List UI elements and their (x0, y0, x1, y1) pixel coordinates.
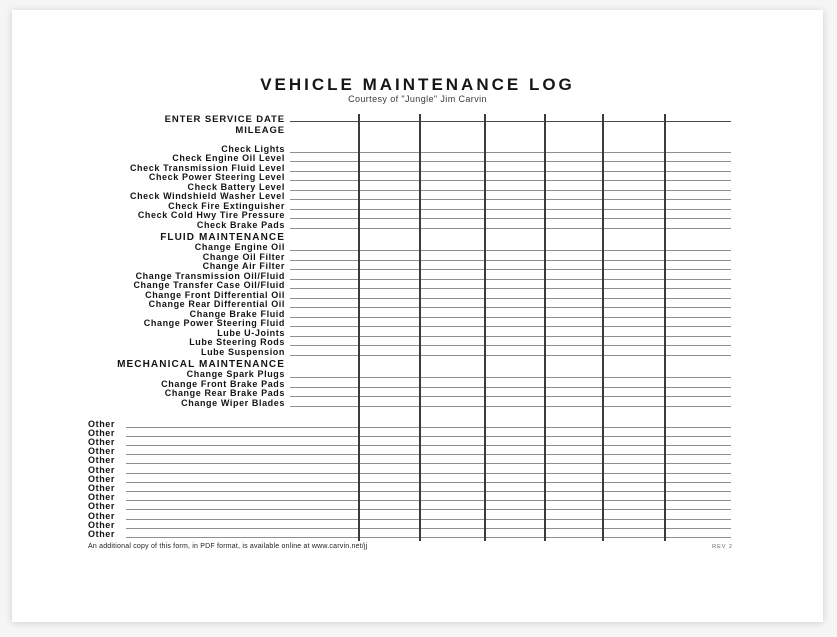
fill-in-line (290, 121, 731, 122)
checklist-item-label: Change Transmission Oil/Fluid (135, 270, 285, 281)
footer-note: An additional copy of this form, in PDF format, is available online at www.carvin.net/jj (88, 543, 368, 550)
fill-in-line (290, 250, 731, 251)
checklist-row (12, 398, 823, 408)
checklist-item-label: Check Power Steering Level (148, 172, 285, 182)
checklist-item-label: Change Oil Filter (202, 251, 285, 262)
section-spacer (12, 408, 823, 420)
other-row (12, 420, 823, 429)
other-label: Other (88, 418, 116, 429)
other-label: Other (88, 483, 116, 493)
checklist-item-label: Lube U-Joints (217, 327, 285, 338)
checklist-row (12, 309, 823, 319)
fill-in-line (290, 161, 731, 162)
fill-in-line (290, 345, 731, 346)
checklist-row (12, 328, 823, 338)
checklist-item-label: Change Brake Fluid (189, 308, 285, 319)
fill-in-line (290, 317, 731, 318)
fill-in-line (290, 190, 731, 191)
fill-in-line (290, 269, 731, 270)
fill-in-line (126, 445, 731, 446)
other-row (12, 511, 823, 520)
fill-in-line (126, 482, 731, 483)
fill-in-line (290, 209, 731, 210)
fill-in-line (126, 519, 731, 520)
fill-in-line (126, 473, 731, 474)
checklist-item-label: Check Windshield Washer Level (129, 191, 285, 201)
page-footer (88, 543, 733, 551)
fill-in-line (126, 528, 731, 529)
fill-in-line (126, 463, 731, 464)
other-row (12, 530, 823, 539)
fill-in-line (290, 396, 731, 397)
other-row (12, 465, 823, 474)
other-row (12, 438, 823, 447)
other-label: Other (88, 492, 116, 503)
checklist-item-label: Check Brake Pads (196, 219, 285, 230)
checklist-row (12, 319, 823, 329)
checklist-item-label: Check Fire Extinguisher (168, 200, 285, 211)
section-spacer (12, 135, 823, 144)
other-label: Other (88, 510, 116, 521)
checklist-row (12, 220, 823, 230)
checklist-row (12, 211, 823, 221)
other-row (12, 521, 823, 530)
other-row (12, 502, 823, 511)
checklist-row (12, 252, 823, 262)
page-title: VEHICLE MAINTENANCE LOG (260, 75, 575, 94)
other-label: Other (88, 501, 116, 512)
fill-in-line (126, 537, 731, 538)
checklist-row (12, 379, 823, 389)
checklist-item-label: Change Front Brake Pads (161, 378, 285, 389)
checklist-item-label: Check Transmission Fluid Level (129, 162, 285, 173)
checklist-item-label: Lube Steering Rods (189, 337, 285, 347)
checklist-item-label: Change Transfer Case Oil/Fluid (133, 280, 285, 290)
fill-in-line (290, 326, 731, 327)
checklist-row (12, 192, 823, 202)
fill-in-line (290, 180, 731, 181)
checklist-row (12, 347, 823, 357)
fill-in-line (290, 152, 731, 153)
fill-in-line (290, 199, 731, 200)
fill-in-line (290, 298, 731, 299)
fill-in-line (290, 288, 731, 289)
checklist-item-label: Change Wiper Blades (181, 397, 285, 408)
checklist-item-label: Lube Suspension (200, 346, 285, 357)
fill-in-line (290, 355, 731, 356)
checklist-row (12, 163, 823, 173)
fill-in-line (126, 454, 731, 455)
other-row (12, 484, 823, 493)
fill-in-line (290, 307, 731, 308)
checklist-row (12, 154, 823, 164)
other-label: Other (88, 437, 116, 448)
fill-in-line (126, 500, 731, 501)
header-field-row (12, 124, 823, 135)
checklist-item-label: Change Rear Brake Pads (164, 388, 285, 398)
checklist-item-label: Change Engine Oil (194, 242, 285, 252)
checklist-item-label: Change Power Steering Fluid (143, 318, 285, 328)
other-row (12, 447, 823, 456)
header-field-label: ENTER SERVICE DATE (164, 113, 285, 125)
section-heading: FLUID MAINTENANCE (160, 231, 285, 243)
fill-in-line (126, 491, 731, 492)
header-field-label: MILEAGE (235, 124, 285, 136)
section-heading: MECHANICAL MAINTENANCE (117, 358, 285, 370)
other-label: Other (88, 473, 116, 484)
fill-in-line (126, 427, 731, 428)
checklist-row (12, 201, 823, 211)
fill-in-line (290, 260, 731, 261)
other-label: Other (88, 446, 116, 457)
fill-in-line (290, 387, 731, 388)
checklist-row (12, 389, 823, 399)
checklist-item-label: Change Air Filter (202, 261, 285, 271)
fill-in-line (290, 171, 731, 172)
maintenance-form (12, 112, 823, 539)
checklist-item-label: Change Rear Differential Oil (148, 299, 285, 309)
fill-in-line (290, 218, 731, 219)
checklist-row (12, 370, 823, 380)
fill-in-line (290, 228, 731, 229)
other-row (12, 456, 823, 465)
fill-in-line (290, 279, 731, 280)
checklist-row (12, 300, 823, 310)
checklist-item-label: Check Engine Oil Level (172, 153, 285, 163)
other-label: Other (88, 455, 116, 466)
other-label: Other (88, 528, 116, 539)
checklist-item-label: Change Front Differential Oil (145, 289, 285, 300)
checklist-item-label: Change Spark Plugs (186, 369, 285, 379)
fill-in-line (290, 377, 731, 378)
checklist-row (12, 262, 823, 272)
checklist-row (12, 243, 823, 253)
checklist-item-label: Check Battery Level (187, 181, 285, 192)
fill-in-line (126, 436, 731, 437)
other-label: Other (88, 427, 116, 438)
checklist-row (12, 281, 823, 291)
fill-in-line (290, 406, 731, 407)
other-row (12, 475, 823, 484)
other-label: Other (88, 519, 116, 530)
checklist-row (12, 338, 823, 348)
page-subtitle: Courtesy of "Jungle" Jim Carvin (348, 94, 487, 104)
other-row (12, 493, 823, 502)
other-label: Other (88, 464, 116, 475)
header-field-row (12, 112, 823, 124)
checklist-row (12, 290, 823, 300)
checklist-row (12, 144, 823, 154)
checklist-row (12, 173, 823, 183)
other-row (12, 429, 823, 438)
revision-label: REV 2 (712, 544, 733, 550)
fill-in-line (290, 336, 731, 337)
fill-in-line (126, 509, 731, 510)
document-page (12, 10, 823, 622)
checklist-item-label: Check Cold Hwy Tire Pressure (137, 210, 285, 220)
checklist-item-label: Check Lights (221, 143, 285, 154)
